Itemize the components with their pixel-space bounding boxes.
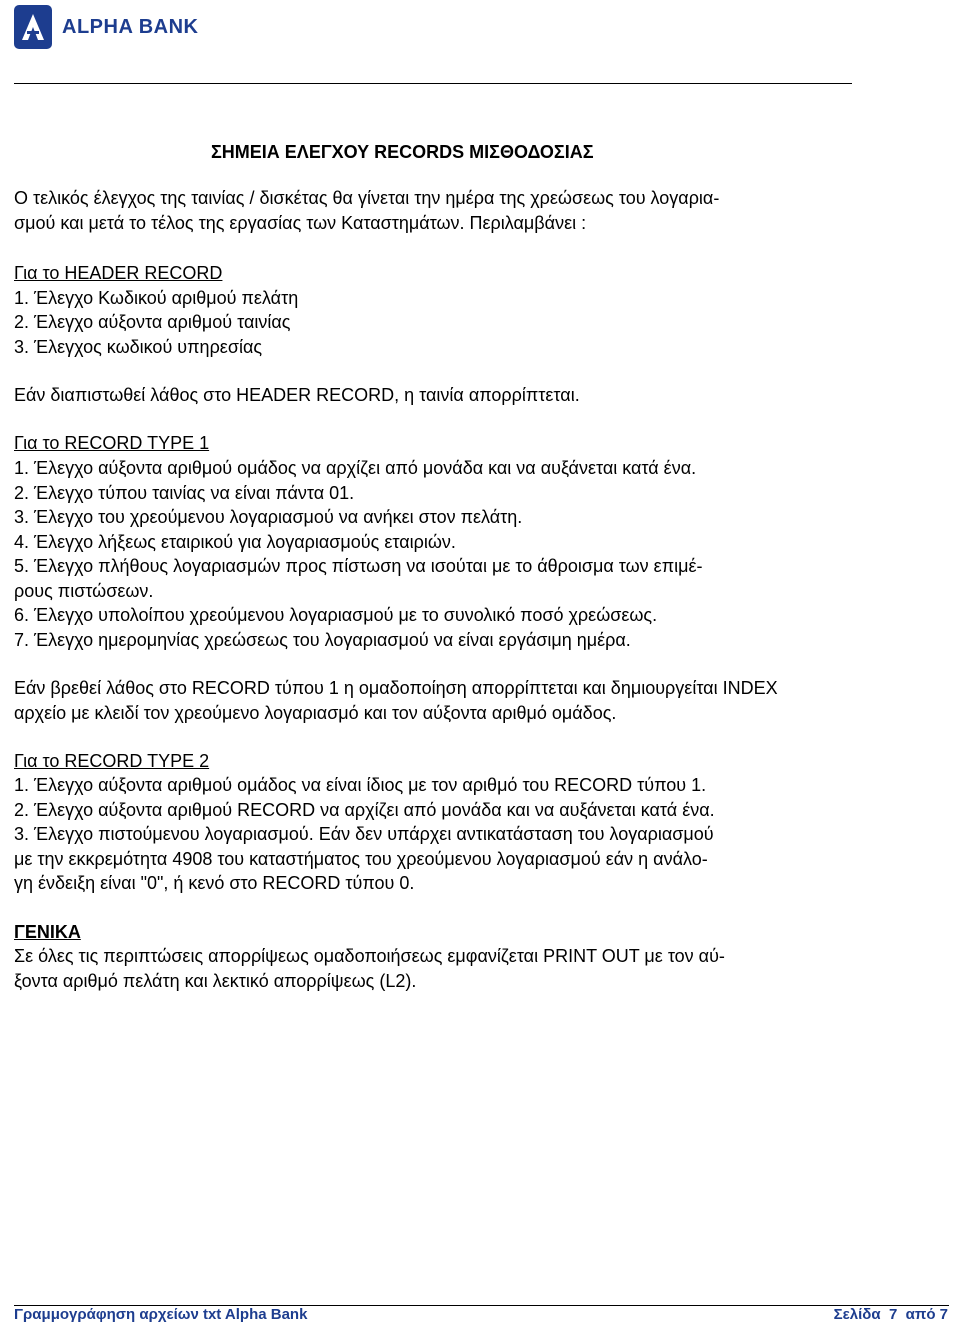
list-item: 3. Έλεγχο του χρεούμενου λογαριασμού να ανήκει στον πελάτη. — [14, 507, 523, 527]
list-item: 7. Έλεγχο ημερομηνίας χρεώσεως του λογαριασμού να είναι εργάσιμη ημέρα. — [14, 630, 631, 650]
brand-name: ALPHA BANK — [62, 15, 199, 38]
bank-logo — [14, 4, 198, 50]
list-item: με την εκκρεμότητα 4908 του καταστήματος του χρεούμενου λογαριασμού εάν η ανάλο- — [14, 849, 708, 869]
list-item: 5. Έλεγχο πλήθους λογαριασμών προς πίστωση να ισούται με το άθροισμα των επιμέ- — [14, 556, 703, 576]
page-title: ΣΗΜΕΙΑ ΕΛΕΓΧΟΥ RECORDS ΜΙΣΘΟΔΟΣΙΑΣ — [211, 142, 594, 162]
section-note: Εάν βρεθεί λάθος στο RECORD τύπου 1 η ομαδοποίηση απορρίπτεται και δημιουργείται INDEX — [14, 678, 778, 698]
section-heading-record-type-2: Για το RECORD TYPE 2 — [14, 751, 210, 771]
section-heading-record-type-1: Για το RECORD TYPE 1 — [14, 433, 210, 453]
section-note: Εάν διαπιστωθεί λάθος στο HEADER RECORD, η ταινία απορρίπτεται. — [14, 385, 580, 405]
list-item: 2. Έλεγχο αύξοντα αριθμού RECORD να αρχίζει από μονάδα και να αυξάνεται κατά ένα. — [14, 800, 715, 820]
section-note: αρχείο με κλειδί τον χρεούμενο λογαριασμό και τον αύξοντα αριθμό ομάδος. — [14, 703, 617, 723]
intro-line: σμού και μετά το τέλος της εργασίας των Καταστημάτων. Περιλαμβάνει : — [14, 213, 587, 233]
alpha-bank-logo-icon — [14, 5, 52, 49]
header-divider — [14, 83, 852, 84]
footer-document-title: Γραμμογράφηση αρχείων txt Alpha Bank — [14, 1306, 308, 1323]
list-item: 1. Έλεγχο αύξοντα αριθμού ομάδος να αρχίζει από μονάδα και να αυξάνεται κατά ένα. — [14, 458, 697, 478]
footer-page-number: Σελίδα 7 από 7 — [833, 1306, 948, 1323]
list-item: ρους πιστώσεων. — [14, 581, 154, 601]
intro-line: Ο τελικός έλεγχος της ταινίας / δισκέτας θα γίνεται την ημέρα της χρεώσεως του λογαρια- — [14, 188, 720, 208]
list-item: 2. Έλεγχο αύξοντα αριθμού ταινίας — [14, 312, 291, 332]
list-item: 4. Έλεγχο λήξεως εταιρικού για λογαριασμούς εταιριών. — [14, 532, 456, 552]
section-heading-header-record: Για το HEADER RECORD — [14, 263, 223, 283]
list-item: γη ένδειξη είναι "0", ή κενό στο RECORD τύπου 0. — [14, 873, 415, 893]
general-text: ξοντα αριθμό πελάτη και λεκτικό απορρίψεως (L2). — [14, 971, 417, 991]
list-item: 2. Έλεγχο τύπου ταινίας να είναι πάντα 01. — [14, 483, 355, 503]
list-item: 3. Έλεγχο πιστούμενου λογαριασμού. Εάν δεν υπάρχει αντικατάσταση του λογαριασμού — [14, 824, 714, 844]
list-item: 1. Έλεγχο αύξοντα αριθμού ομάδος να είναι ίδιος με τον αριθμό του RECORD τύπου 1. — [14, 775, 707, 795]
list-item: 6. Έλεγχο υπολοίπου χρεούμενου λογαριασμού με το συνολικό ποσό χρεώσεως. — [14, 605, 658, 625]
general-text: Σε όλες τις περιπτώσεις απορρίψεως ομαδοποιήσεως εμφανίζεται PRINT OUT με τον αύ- — [14, 946, 725, 966]
section-heading-general: ΓΕΝΙΚΑ — [14, 922, 81, 942]
list-item: 1. Έλεγχο Κωδικού αριθμού πελάτη — [14, 288, 299, 308]
list-item: 3. Έλεγχος κωδικού υπηρεσίας — [14, 337, 263, 357]
